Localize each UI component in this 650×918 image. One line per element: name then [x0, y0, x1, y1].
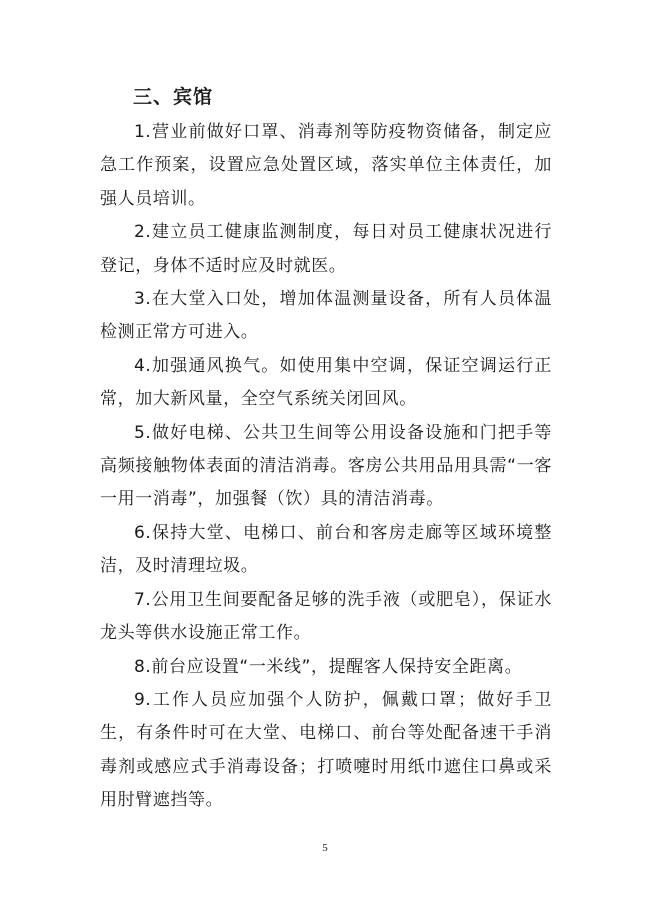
section-body: [100, 116, 552, 818]
paragraph-6: 6.保持大堂、电梯口、前台和客房走廊等区域环境整洁，及时清理垃圾。: [100, 522, 552, 577]
section-heading: 三、宾馆: [133, 86, 214, 108]
paragraph-7: 7.公用卫生间要配备足够的洗手液（或肥皂），保证水龙头等供水设施正常工作。: [100, 589, 552, 644]
paragraph-8: 8.前台应设置“一米线”，提醒客人保持安全距离。: [134, 656, 523, 677]
paragraph-9: 9.工作人员应加强个人防护，佩戴口罩；做好手卫生，有条件时可在大堂、电梯口、前台等处配备速干手消毒剂或感应式手消毒设备；打喷嚏时用纸巾遮住口鼻或采用肘臂遮挡等。: [100, 689, 552, 811]
paragraph-2: 2.建立员工健康监测制度，每日对员工健康状况进行登记，身体不适时应及时就医。: [100, 222, 552, 276]
paragraph-5: 5.做好电梯、公共卫生间等公用设备设施和门把手等高频接触物体表面的清洁消毒。客房公共用品用具需“一客一用一消毒”，加强餐（饮）具的清洁消毒。: [100, 422, 552, 510]
page-number: 5: [322, 842, 328, 854]
paragraph-1: 1.营业前做好口罩、消毒剂等防疫物资储备，制定应急工作预案，设置应急处置区域，落实单位主体责任，加强人员培训。: [100, 122, 552, 209]
paragraph-4: 4.加强通风换气。如使用集中空调，保证空调运行正常，加大新风量，全空气系统关闭回风。: [100, 355, 552, 410]
paragraph-3: 3.在大堂入口处，增加体温测量设备，所有人员体温检测正常方可进入。: [100, 289, 552, 343]
